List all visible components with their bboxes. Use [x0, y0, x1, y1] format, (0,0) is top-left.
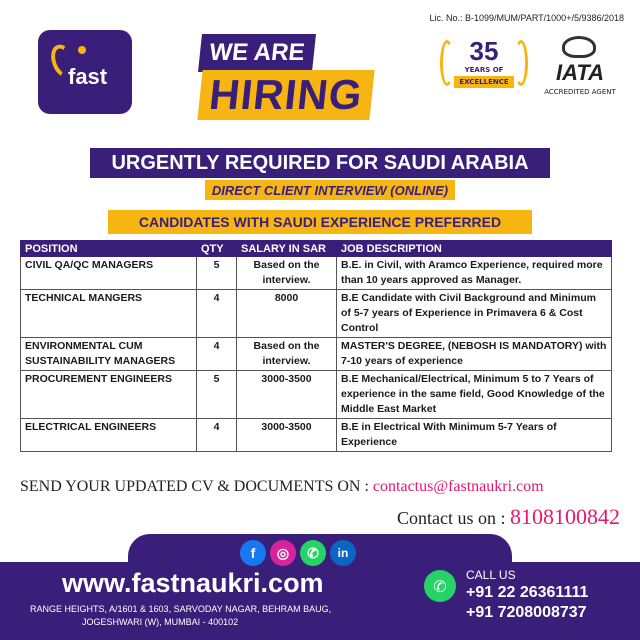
logo-dot-icon [78, 46, 86, 54]
contact-label: Contact us on : [397, 508, 510, 528]
cell-position: PROCUREMENT ENGINEERS [21, 371, 197, 419]
table-row [21, 371, 612, 419]
cell-position: ELECTRICAL ENGINEERS [21, 419, 197, 452]
whatsapp-icon[interactable]: ✆ [300, 540, 326, 566]
cell-qty: 5 [197, 257, 237, 290]
cell-salary: Based on the interview. [237, 338, 337, 371]
badge-years: YEARS OF [464, 66, 504, 74]
banner-we-are: WE ARE [198, 34, 316, 72]
table-row [21, 290, 612, 338]
iata-name: IATA [555, 60, 605, 85]
heading-candidates: CANDIDATES WITH SAUDI EXPERIENCE PREFERRED [108, 210, 532, 234]
cell-salary: Based on the interview. [237, 257, 337, 290]
header-position: POSITION [21, 241, 197, 257]
jobs-table [20, 240, 612, 452]
send-cv-text: SEND YOUR UPDATED CV & DOCUMENTS ON : [20, 478, 373, 495]
globe-icon [562, 36, 596, 58]
table-row [21, 419, 612, 452]
cell-description: B.E. in Civil, with Aramco Experience, required more than 10 years approved as Manager. [337, 257, 612, 290]
phone-number-1[interactable]: +91 22 26361111 [466, 584, 589, 601]
license-number: Lic. No.: B-1099/MUM/PART/1000+/5/9386/2018 [429, 13, 624, 23]
cell-salary: 3000-3500 [237, 371, 337, 419]
iata-subtitle: ACCREDITED AGENT [544, 88, 616, 96]
instagram-icon[interactable]: ◎ [270, 540, 296, 566]
cell-position: ENVIRONMENTAL CUM SUSTAINABILITY MANAGERS [21, 338, 197, 371]
logo-text: fast [68, 64, 108, 89]
contact-line [397, 504, 620, 530]
linkedin-icon[interactable]: in [330, 540, 356, 566]
header-qty: QTY [197, 241, 237, 257]
badge-excellence: EXCELLENCE [454, 76, 514, 88]
banner-hiring: HIRING [197, 70, 374, 120]
cell-qty: 4 [197, 338, 237, 371]
table-header-row [21, 241, 612, 257]
badge-number: 35 [469, 36, 499, 66]
cell-description: MASTER'S DEGREE, (NEBOSH IS MANDATORY) with 7-10 years of experience [337, 338, 612, 371]
send-cv-line [20, 478, 544, 496]
cell-position: CIVIL QA/QC MANAGERS [21, 257, 197, 290]
cell-salary: 3000-3500 [237, 419, 337, 452]
facebook-icon[interactable]: f [240, 540, 266, 566]
table-row [21, 257, 612, 290]
contact-number-link[interactable]: 8108100842 [510, 504, 620, 529]
cell-qty: 4 [197, 290, 237, 338]
cell-description: B.E Candidate with Civil Background and Minimum of 5-7 years of Experience in Primavera 6 & Cost Control [337, 290, 612, 338]
phone-icon: ✆ [424, 570, 456, 602]
cell-description: B.E Mechanical/Electrical, Minimum 5 to 7 Years of experience in the same field, Good Knowledge of the Middle East Market [337, 371, 612, 419]
cell-qty: 4 [197, 419, 237, 452]
fast-logo [38, 30, 132, 114]
cell-qty: 5 [197, 371, 237, 419]
cell-description: B.E in Electrical With Minimum 5-7 Years of Experience [337, 419, 612, 452]
call-us-label: CALL US [466, 568, 516, 582]
header-description: JOB DESCRIPTION [337, 241, 612, 257]
header-salary: SALARY IN SAR [237, 241, 337, 257]
heading-urgent: URGENTLY REQUIRED FOR SAUDI ARABIA [90, 148, 550, 178]
heading-direct-interview: DIRECT CLIENT INTERVIEW (ONLINE) [205, 180, 455, 200]
cell-salary: 8000 [237, 290, 337, 338]
contact-email-link[interactable]: contactus@fastnaukri.com [372, 478, 544, 495]
address-line-2: JOGESHWARI (W), MUMBAI - 400102 [82, 617, 239, 627]
website-link[interactable]: www.fastnaukri.com [62, 568, 324, 598]
phone-number-2[interactable]: +91 7208008737 [466, 604, 587, 621]
table-row [21, 338, 612, 371]
cell-position: TECHNICAL MANGERS [21, 290, 197, 338]
iata-logo [540, 34, 620, 104]
address-line-1: RANGE HEIGHTS, A/1601 & 1603, SARVODAY NAGAR, BEHRAM BAUG, [30, 604, 332, 614]
years-excellence-badge [446, 36, 522, 100]
